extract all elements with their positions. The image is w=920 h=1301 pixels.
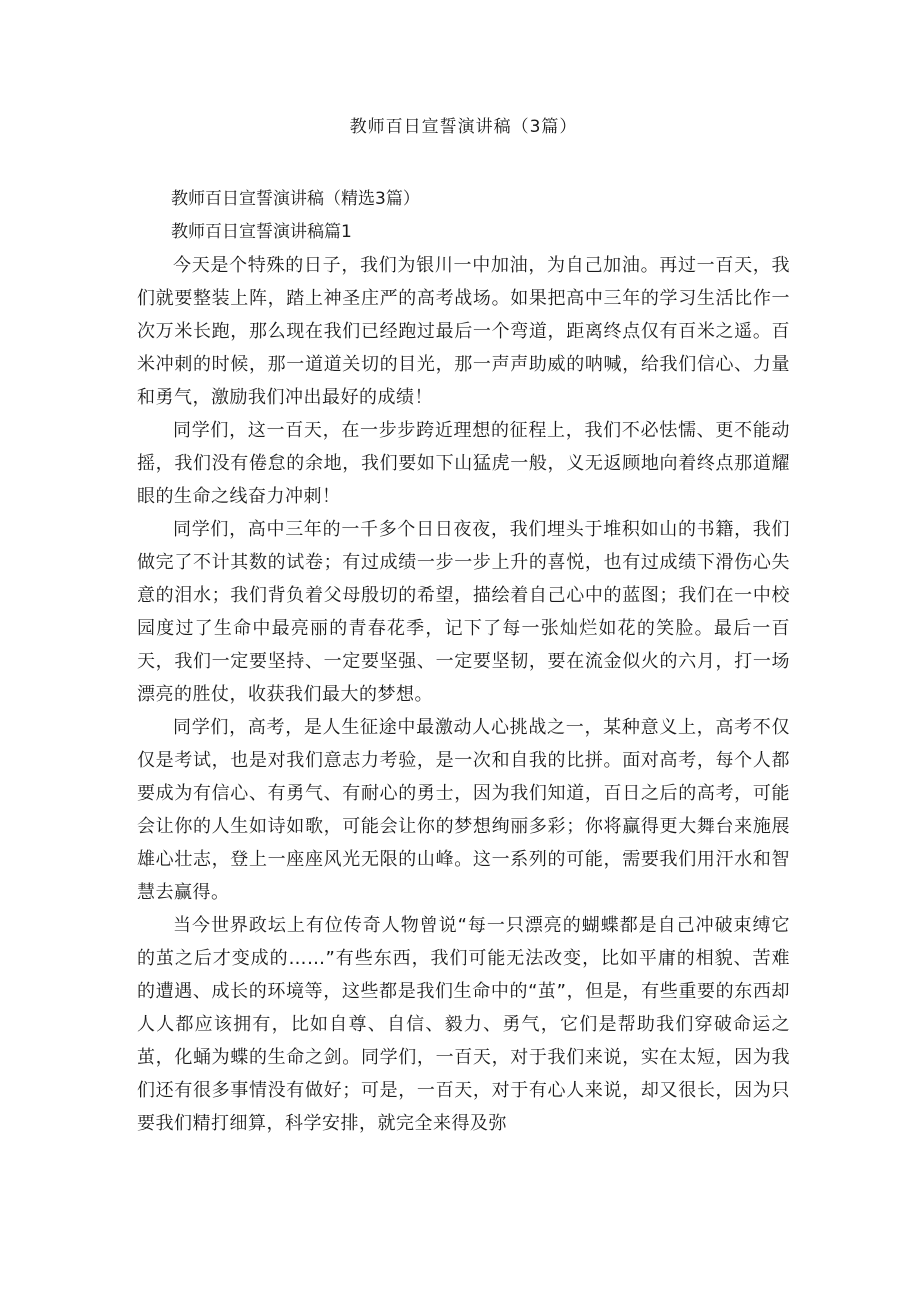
paragraph-2: 同学们，这一百天，在一步步跨近理想的征程上，我们不必怯懦、更不能动摇，我们没有倦怠的余地，我们要如下山猛虎一般，义无返顾地向着终点那道耀眼的生命之线奋力冲刺！ <box>137 420 790 507</box>
document-subtitle: 教师百日宣誓演讲稿（精选3篇） <box>171 189 420 209</box>
section-heading: 教师百日宣誓演讲稿篇1 <box>171 222 352 242</box>
document-title: 教师百日宣誓演讲稿（3篇） <box>349 117 578 137</box>
paragraph-3: 同学们，高中三年的一千多个日日夜夜，我们埋头于堆积如山的书籍，我们做完了不计其数的试卷；有过成绩一步一步上升的喜悦，也有过成绩下滑伤心失意的泪水；我们背负着父母殷切的希望，描绘着自己心中的蓝图；我们在一中校园度过了生命中最亮丽的青春花季，记下了每一张灿烂如花的笑脸。最后一百天，我们一定要坚持、一定要坚强、一定要坚韧，要在流金似火的六月，打一场漂亮的胜仗，收获我们最大的梦想。 <box>137 519 790 705</box>
paragraph-5: 当今世界政坛上有位传奇人物曾说“每一只漂亮的蝴蝶都是自己冲破束缚它的茧之后才变成的……”有些东西，我们可能无法改变，比如平庸的相貌、苦难的遭遇、成长的环境等，这些都是我们生命中的“茧”，但是，有些重要的东西却人人都应该拥有，比如自尊、自信、毅力、勇气，它们是帮助我们穿破命运之茧，化蛹为蝶的生命之剑。同学们，一百天，对于我们来说，实在太短，因为我们还有很多事情没有做好；可是，一百天，对于有心人来说，却又很长，因为只要我们精打细算，科学安排，就完全来得及弥 <box>137 915 790 1134</box>
paragraph-1: 今天是个特殊的日子，我们为银川一中加油，为自己加油。再过一百天，我们就要整装上阵，踏上神圣庄严的高考战场。如果把高中三年的学习生活比作一次万米长跑，那么现在我们已经跑过最后一个弯道，距离终点仅有百米之遥。百米冲刺的时候，那一道道关切的目光，那一声声助威的呐喊，给我们信心、力量和勇气，激励我们冲出最好的成绩！ <box>137 255 790 408</box>
paragraph-4: 同学们，高考，是人生征途中最激动人心挑战之一，某种意义上，高考不仅仅是考试，也是对我们意志力考验，是一次和自我的比拼。面对高考，每个人都要成为有信心、有勇气、有耐心的勇士，因为我们知道，百日之后的高考，可能会让你的人生如诗如歌，可能会让你的梦想绚丽多彩；你将赢得更大舞台来施展雄心壮志，登上一座座风光无限的山峰。这一系列的可能，需要我们用汗水和智慧去赢得。 <box>137 717 790 903</box>
